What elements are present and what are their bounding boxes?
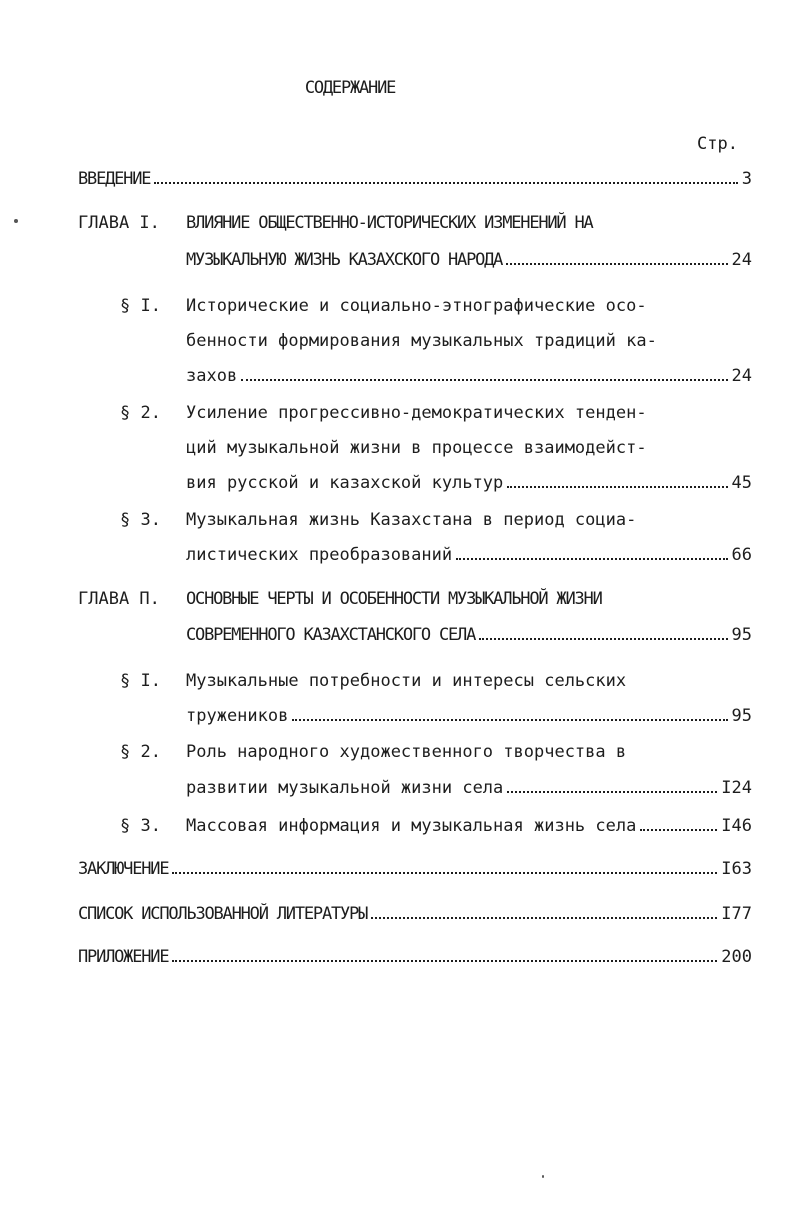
ch2-sec2-line2: развитии музыкальной жизни села — [186, 778, 504, 798]
dot-leader — [172, 946, 717, 962]
toc-label-intro: ВВЕДЕНИЕ — [78, 169, 151, 189]
dot-leader — [640, 815, 717, 831]
dot-leader — [172, 858, 717, 874]
dot-leader — [456, 544, 727, 560]
toc-entry-appendix[interactable] — [78, 946, 752, 968]
dot-leader — [292, 705, 727, 721]
toc-page-ch1-sec1: 24 — [731, 366, 752, 386]
page-title: СОДЕРЖАНИЕ — [304, 78, 396, 98]
toc-entry-bibliography[interactable] — [78, 903, 752, 925]
toc-entry-ch2-sec2[interactable] — [186, 777, 752, 799]
ch1-sec1-line2: бенности формирования музыкальных традиций ка- — [186, 331, 657, 351]
ch2-sec2-mark: § 2. — [120, 742, 161, 762]
ch1-sec2-line2: ций музыкальной жизни в процессе взаимодейст- — [186, 438, 647, 458]
ch1-sec1-line1: Исторические и социально-этнографические осо- — [186, 296, 647, 316]
scan-speck — [542, 1175, 544, 1178]
ch2-sec3-mark: § 3. — [120, 816, 161, 836]
ch2-sec1-line1: Музыкальные потребности и интересы сельских — [186, 671, 627, 691]
chapter1-title-line1: ВЛИЯНИЕ ОБЩЕСТВЕННО-ИСТОРИЧЕСКИХ ИЗМЕНЕНИЙ НА — [186, 213, 593, 233]
chapter1-label: ГЛАВА I. — [78, 213, 160, 233]
toc-entry-chapter2[interactable] — [186, 624, 752, 646]
dot-leader — [241, 365, 727, 381]
toc-entry-ch1-sec2[interactable] — [186, 472, 752, 494]
chapter1-title-line2: МУЗЫКАЛЬНУЮ ЖИЗНЬ КАЗАХСКОГО НАРОДА — [186, 250, 503, 270]
toc-entry-ch2-sec3[interactable] — [186, 815, 752, 837]
toc-entry-ch1-sec3[interactable] — [186, 544, 752, 566]
toc-entry-intro[interactable] — [78, 168, 752, 190]
ch1-sec2-mark: § 2. — [120, 403, 161, 423]
chapter2-label: ГЛАВА П. — [78, 589, 160, 609]
ch2-sec1-mark: § I. — [120, 671, 161, 691]
dot-leader — [506, 249, 727, 265]
toc-page-chapter1: 24 — [731, 250, 752, 270]
ch1-sec1-mark: § I. — [120, 296, 161, 316]
ch1-sec3-line2: листических преобразований — [186, 545, 453, 565]
ch1-sec2-line3: вия русской и казахской культур — [186, 473, 504, 493]
ch1-sec2-line1: Усиление прогрессивно-демократических тенден- — [186, 403, 647, 423]
toc-label-bibliography: СПИСОК ИСПОЛЬЗОВАННОЙ ЛИТЕРАТУРЫ — [78, 904, 368, 924]
toc-entry-ch1-sec1[interactable] — [186, 365, 752, 387]
dot-leader — [507, 777, 717, 793]
ch2-sec1-line2: тружеников — [186, 706, 289, 726]
toc-page-ch2-sec1: 95 — [731, 706, 752, 726]
toc-entry-conclusion[interactable] — [78, 858, 752, 880]
toc-page-ch2-sec3: I46 — [721, 816, 752, 836]
toc-entry-ch2-sec1[interactable] — [186, 705, 752, 727]
dot-leader — [154, 168, 737, 184]
chapter2-title-line2: СОВРЕМЕННОГО КАЗАХСТАНСКОГО СЕЛА — [186, 625, 476, 645]
toc-page-ch1-sec3: 66 — [731, 545, 752, 565]
page-column-header: Стр. — [697, 134, 738, 154]
chapter2-title-line1: ОСНОВНЫЕ ЧЕРТЫ И ОСОБЕННОСТИ МУЗЫКАЛЬНОЙ ЖИЗНИ — [186, 589, 602, 609]
scan-speck — [14, 219, 18, 223]
ch2-sec3-line1: Массовая информация и музыкальная жизнь села — [186, 816, 637, 836]
toc-label-appendix: ПРИЛОЖЕНИЕ — [78, 947, 169, 967]
dot-leader — [479, 624, 727, 640]
toc-page-bibliography: I77 — [721, 904, 752, 924]
ch1-sec1-line3: захов — [186, 366, 238, 386]
dot-leader — [371, 903, 717, 919]
toc-entry-chapter1[interactable] — [186, 249, 752, 271]
dot-leader — [507, 472, 727, 488]
toc-page-intro: 3 — [741, 169, 752, 189]
toc-page-chapter2: 95 — [731, 625, 752, 645]
ch2-sec2-line1: Роль народного художественного творчества в — [186, 742, 627, 762]
ch1-sec3-line1: Музыкальная жизнь Казахстана в период социа- — [186, 510, 637, 530]
toc-label-conclusion: ЗАКЛЮЧЕНИЕ — [78, 859, 169, 879]
toc-page-ch2-sec2: I24 — [721, 778, 752, 798]
toc-page-appendix: 200 — [721, 947, 752, 967]
ch1-sec3-mark: § 3. — [120, 510, 161, 530]
toc-page-ch1-sec2: 45 — [731, 473, 752, 493]
toc-page-conclusion: I63 — [721, 859, 752, 879]
